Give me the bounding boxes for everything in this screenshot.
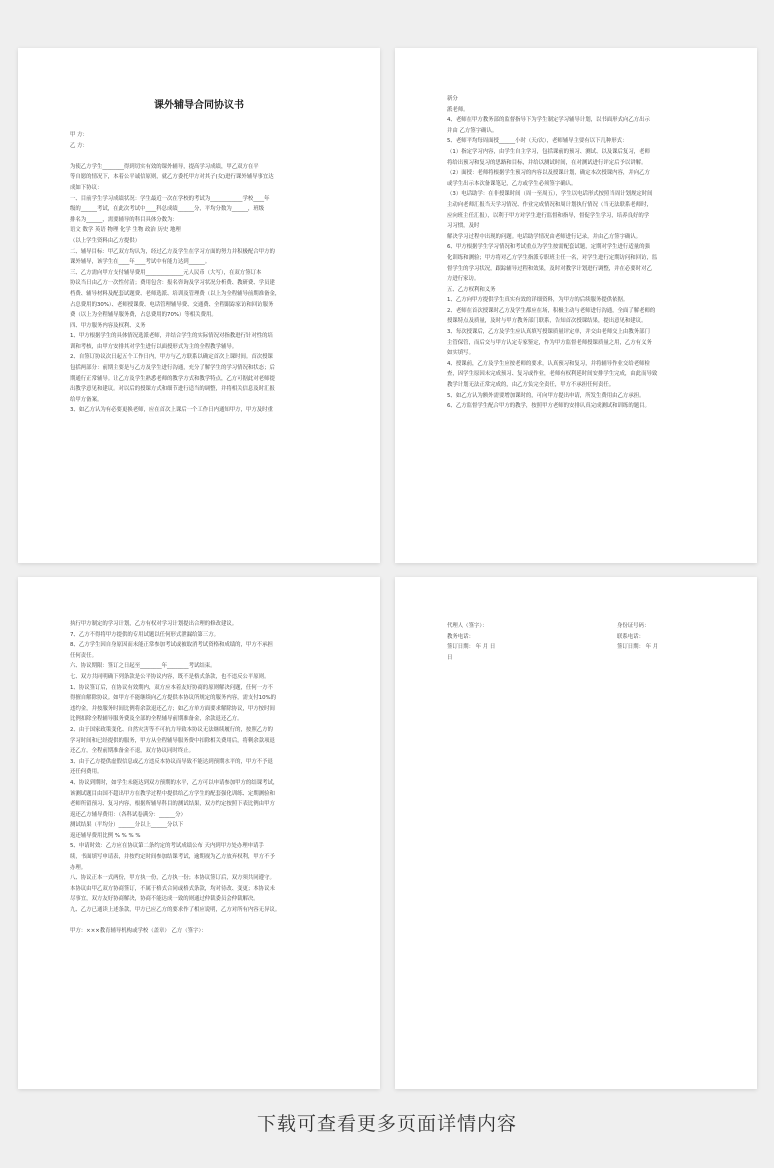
text-line: （2）面授：老师将根据学生预习的内容以及授课计划，确定本次授课内容，并向乙方 xyxy=(447,170,650,177)
field-label-right: 联系电话： xyxy=(617,633,644,640)
field-label-left: 代理人（签字）： xyxy=(447,623,488,629)
text-line: 训和考核，由甲方安排其对学生进行以面授形式为主的全程教学辅导。 xyxy=(70,343,238,350)
text-line: 等自愿的情况下，本着公平诚信原则，就乙方委托甲方对其子(女)进行课外辅导事宜达 xyxy=(70,174,274,181)
signature-field-row xyxy=(447,653,731,664)
text-line: 授课特点及质量，及时与甲方教务部门联系，告知首次授课结果，提出意见和建议。 xyxy=(447,318,647,325)
text-line: 为使乙方学生________得到切实有效的课外辅导，提高学习成绩，甲乙双方在平 xyxy=(70,163,259,170)
text-line: 7、乙方不得将甲方提供的专用试题以任何形式泄漏给第三方。 xyxy=(70,631,219,638)
text-line: 应向班主任汇报），以利于甲方对学生进行监督和指导，督促学生学习，培养良好的学 xyxy=(447,212,650,219)
text-line: 执行甲方制定的学习计划，乙方有权对学习计划提出合理的修改建议。 xyxy=(70,621,238,627)
signature-field-row xyxy=(447,621,731,632)
text-line: 甲 方： xyxy=(70,132,88,138)
document-page-2 xyxy=(395,48,757,563)
text-line: 主管保管，而后交与甲方认定专家鉴定，作为甲方监督老师授课质量之用，乙方有义务 xyxy=(447,339,652,346)
text-line: 乙 方： xyxy=(70,142,88,149)
text-line: 占总费用的30%）、老师授课费、电话管理辅导费、交通费、全程跟踪家访和回访服务 xyxy=(70,301,274,308)
text-line: 办理。 xyxy=(70,864,87,871)
text-line: 5、申请时效：乙方应在协议第二条约定的考试成绩公布 天内到甲方处办理申请手 xyxy=(70,843,264,850)
text-line: 方进行家访。 xyxy=(447,276,480,283)
text-line: 尽事宜，双方友好协商解决，协商不能达成一致的则通过仲裁委员会仲裁解决。 xyxy=(70,896,259,903)
text-line: 五、乙方权利和义务 xyxy=(447,286,496,293)
text-line: 出教学意见和建议。对以后的授课方式和细节进行适当的调整，并将相关信息及时汇报 xyxy=(70,386,275,393)
text-line: （3）电话助学：在非授课时间（周一至周五），学生以电话形式按照当周计划规定时间 xyxy=(447,191,653,198)
text-line: 6、乙方监督学生配合甲方的教学，按照甲方老师的安排认真完成测试和训练的题目。 xyxy=(447,403,650,410)
text-line xyxy=(70,151,354,162)
text-line: 2、老师在首次授课时乙方及学生都应在场，积极主动与老师进行沟通，全面了解老师的 xyxy=(447,307,656,314)
text-line: 新分 xyxy=(447,96,458,102)
text-line: 档费、辅导材料及配套试题费、老师选派、培训及管理费（以上为全程辅导前期准备金， xyxy=(70,290,281,297)
text-line: 成如下协议： xyxy=(70,184,103,191)
text-line: 包括两部分：前期主要是与乙方及学生进行沟通，充分了解学生的学习情况和状态；后 xyxy=(70,365,275,372)
text-line: 六、协议期限：签订之日起至________年________考试结束。 xyxy=(70,663,216,670)
text-line: 费（以上为全程辅导服务费，占总费用的70%）等相关费用。 xyxy=(70,312,217,319)
text-line: 还任何费用。 xyxy=(70,769,103,776)
document-page-1 xyxy=(18,48,380,563)
text-line: 学习时间和已经提供的服务，甲方从全程辅导服务费中扣除相关费用后，将剩余款项退 xyxy=(70,737,275,744)
text-line: 将给出预习和复习的思路和目标，并给以测试时间，在对测试进行评定后予以讲解。 xyxy=(447,159,647,166)
text-line: 任何责任。 xyxy=(70,652,97,659)
text-line xyxy=(70,916,354,927)
text-line: 甲方：×××教育辅导机构或学校（盖章） 乙方（签字）： xyxy=(70,928,207,935)
text-line: 排名为______，需要辅导的科目具体分数为： xyxy=(70,216,178,223)
text-line: 2、由于国家政策变化、自然灾害等不可抗力导致本协议无法继续履行的，按照乙方的 xyxy=(70,726,273,733)
text-line: 教学计划无法正常完成的，由乙方负完全责任，甲方不承担任何责任。 xyxy=(447,382,615,389)
text-line: 本协议由甲乙双方协商签订，不属于格式合同或格式条款，均对待改、变更；本协议未 xyxy=(70,885,275,892)
footer-caption: 下载可查看更多页面详情内容 xyxy=(256,1113,517,1135)
text-line: 如实填写。 xyxy=(447,350,474,357)
page-3-text xyxy=(70,619,354,937)
text-line: 并由 乙方签字确认。 xyxy=(447,127,498,134)
text-line: 解决学习过程中出现的问题。电话助学情况由老师进行记录，并由乙方签字确认。 xyxy=(447,233,642,240)
text-line: 3、如乙方认为有必要更换老师，应在首次上课后一个工作日内通知甲方，甲方及时重 xyxy=(70,407,273,414)
text-line: 5、如乙方认为额外需要增加课时的，可向甲方提出申请，所发生费用由乙方承担。 xyxy=(447,392,645,399)
page-4-signature-fields xyxy=(447,621,731,663)
text-line: 期通行正常辅导。让乙方及学生熟悉老师的教学方式和教学特点，乙方可据此对老师提 xyxy=(70,375,275,382)
document-page-4 xyxy=(395,577,757,1089)
page-2-text xyxy=(447,94,717,412)
text-line: 8、乙方学生因自身原因而未能正常参加考试或被取消考试资格和成绩的，甲方不承担 xyxy=(70,642,273,649)
text-line: 协议当日由乙方一次性付清；费用包含：报名咨询及学习状况分析费、教研费、学员建 xyxy=(70,280,275,287)
field-label-right: 签订日期： 年 月 xyxy=(617,644,659,651)
text-line: 该测试题目由国不超出甲方在教学过程中提供给乙方学生的配套强化训练、定期测验和 xyxy=(70,790,275,797)
text-line: （1）指定学习内容，由学生自主学习，包括课前的预习、测试、以及课后复习，老师 xyxy=(447,148,650,155)
text-line: 返还乙方辅导费用：（各科试卷满分：______分） xyxy=(70,811,186,818)
text-line: 八、协议正本一式两份，甲方执一份，乙方执一份；本协议签订后，双方须共同遵守。 xyxy=(70,875,275,882)
text-line: 3、由于乙方提供虚假信息或乙方违反本协议而导致不能达到预期水平的，甲方不予退 xyxy=(70,758,273,765)
text-line: 1、协议签订后，在协议有效期内，双方应本着友好协商的原则解决问题，任何一方不 xyxy=(70,684,273,691)
field-label-right: 身份证号码： xyxy=(617,623,650,629)
text-line: 三、乙方需向甲方支付辅导费用______________元人民币（大写），在双方签订本 xyxy=(70,269,262,276)
text-line: 续，书面填写申请表，并按约定时间参加结课考试，逾期视为乙方放弃权利，甲方不予 xyxy=(70,854,275,861)
text-line: 测试结果（平均分）______分以上______分以下 xyxy=(70,822,184,829)
text-line: 比例扣除全程辅导服务费及全部的全程辅导前期准备金，余款退还乙方。 xyxy=(70,716,243,723)
text-line: 1、乙方向甲方提供学生真实有效的详细资料，为甲方的后续服务提供依据。 xyxy=(447,297,629,304)
text-line: 老师所留预习、复习内容，根据所辅导科目的测试结果，双方约定按照下表比例由甲方 xyxy=(70,801,275,808)
text-line: 6、甲方根据学生学习情况和考试重点为学生按需配套试题，定期对学生进行适量的强 xyxy=(447,244,650,251)
text-line: 还乙方，全程前期准备金不退，双方协议同时终止。 xyxy=(70,748,194,755)
signature-field-row xyxy=(447,642,731,653)
text-line: 化训练和测验；甲方将对乙方学生指派专职班主任一名，对学生进行定期访问和回访，监 xyxy=(447,254,658,261)
text-line: 一、目前学生学习成绩状况：学生最近一次在学校的考试为____________学校____年 xyxy=(70,195,270,202)
text-line: 九、乙方已通读上述条款，甲方已应乙方的要求作了相应说明，乙方对所有内容无异议。 xyxy=(70,907,281,914)
field-label-left: 日 xyxy=(447,654,453,661)
text-line: 七、双方共同明确下列条款是公平协议内容，既不是格式条款，也不违反公平原则。 xyxy=(70,673,270,680)
field-label-left: 签订日期： 年 月 日 xyxy=(447,644,496,651)
text-line: 四、甲方服务内容及权利、义务 xyxy=(70,322,146,329)
text-line: 查，因学生原因未完成预习、复习或作业，老师有权利延时间安排学生完成，由此而导致 xyxy=(447,371,658,378)
document-title: 课外辅导合同协议书 xyxy=(154,100,244,111)
text-line: 派老师。 xyxy=(447,106,469,113)
text-line: 主动向老师汇报当天学习情况、作业完成情况和周计划执行情况（当无法联系老师时， xyxy=(447,201,652,208)
text-line: 二、辅导目标：甲乙双方均认为，经过乙方及学生在学习方面的努力并积极配合甲方的 xyxy=(70,248,275,255)
page-1-text xyxy=(70,130,354,416)
text-line: 或学生出示本次备课笔记，乙方或学生必须签字确认。 xyxy=(447,180,577,187)
text-line: 给甲方备案。 xyxy=(70,396,103,403)
text-line: （以上学生资料由乙方提供） xyxy=(70,237,141,244)
text-line: 级的______考试，在此次考试中____科总成绩______分，平均分数为______，班级 xyxy=(70,206,265,213)
text-line: 2、自签订协议次日起五个工作日内，甲方与乙方联系以确定首次上课时间。首次授课 xyxy=(70,354,273,361)
text-line: 督学生的学习状况，跟踪辅导过程和效果，及时对教学计划进行调整，并在必要时对乙 xyxy=(447,265,652,272)
text-line: 习习惯，及时 xyxy=(447,223,480,230)
text-line: 4、老师在甲方教务部的监督指导下为学生制定学习辅导计划，以书面形式向乙方出示 xyxy=(447,117,650,124)
text-line: 4、协议到期时，如学生未能达到双方预期的水平，乙方可以申请参加甲方的结课考试， xyxy=(70,779,279,786)
text-line: 4、授课前，乙方及学生应按老师的要求，认真预习和复习，并将辅导作业交给老师检 xyxy=(447,360,650,367)
text-line: 得擅自解除协议。如甲方不能继续向乙方提供本协议所规定的服务内容，需支付10%的 xyxy=(70,695,277,702)
signature-field-row xyxy=(447,632,731,643)
text-line: 返还辅导费用比例 % % % % xyxy=(70,832,141,839)
text-line: 5、老师平均每周面授______小时（天/次），老师辅导主要有以下几种形式： xyxy=(447,138,628,145)
text-line: 1、甲方根据学生的具体情况选派老师，并结合学生的实际情况对指教进行针对性的培 xyxy=(70,333,273,340)
document-page-3 xyxy=(18,577,380,1089)
text-line: 课外辅导，该学生在____年____考试中有能力达到______。 xyxy=(70,259,211,266)
text-line: 语文 数学 英语 物理 化学 生物 政治 历史 地理 xyxy=(70,227,181,234)
field-label-left: 教务电话： xyxy=(447,633,474,640)
text-line: 违约金，并按服务时间比例将余款退还乙方；如乙方单方面要求解除协议，甲方按时间 xyxy=(70,705,275,712)
text-line: 3、每次授课后，乙方及学生应认真填写授课质量评定单，并交由老师交上由教务部门 xyxy=(447,329,650,336)
